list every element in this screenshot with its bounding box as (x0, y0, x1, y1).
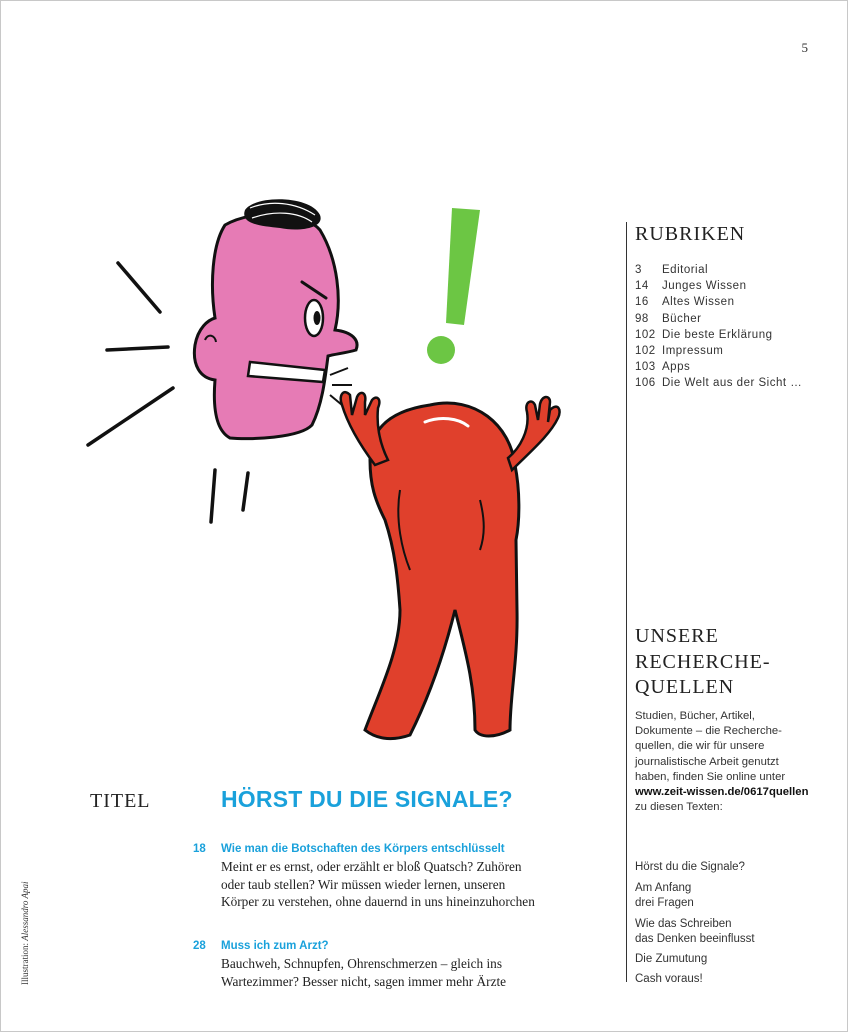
illustration-credit (20, 881, 30, 985)
article-title: Muss ich zum Arzt? (221, 940, 329, 952)
quellen-text-line: journalistische Arbeit genutzt (635, 755, 779, 768)
sidebar-divider (626, 222, 627, 982)
quellen-text-line: haben, finden Sie online unter (635, 770, 786, 783)
quellen-text (635, 709, 820, 815)
list-item-label: Apps (662, 361, 691, 374)
topic-line: Die Zumutung (635, 953, 708, 965)
article-teaser-line: Meint er es ernst, oder erzählt er bloß Quatsch? Zuhören (221, 859, 522, 874)
list-item[interactable] (635, 311, 802, 327)
topic-item[interactable] (635, 917, 755, 946)
list-item[interactable] (635, 375, 802, 391)
rubriken-heading: RUBRIKEN (635, 223, 746, 245)
quellen-suffix: zu diesen Texten: (635, 801, 723, 814)
list-item-page: 102 (635, 344, 656, 357)
list-item[interactable] (635, 294, 802, 310)
quellen-text-line: Dokumente – die Recherche- (635, 725, 782, 738)
list-item-label: Junges Wissen (662, 280, 747, 293)
list-item-page: 102 (635, 328, 656, 341)
illustration (80, 190, 600, 750)
article-title: Wie man die Botschaften des Körpers entschlüsselt (221, 843, 505, 855)
quellen-heading-line: UNSERE (635, 625, 719, 647)
list-item[interactable] (635, 327, 802, 343)
quellen-heading (635, 624, 771, 701)
list-item-label: Altes Wissen (662, 296, 735, 309)
list-item-page: 103 (635, 361, 656, 374)
list-item-page: 16 (635, 296, 649, 309)
article-teaser (221, 858, 535, 911)
list-item[interactable] (635, 343, 802, 359)
cover-headline: HÖRST DU DIE SIGNALE? (221, 786, 513, 812)
list-item[interactable] (635, 262, 802, 278)
article-teaser (221, 955, 506, 990)
topic-line: Am Anfang (635, 882, 692, 894)
topic-item[interactable] (635, 881, 694, 910)
topic-line: drei Fragen (635, 896, 694, 909)
quellen-heading-line: RECHERCHE- (635, 650, 771, 673)
article-teaser-line: Körper zu verstehen, ohne dauernd in uns hineinzuhorchen (221, 894, 535, 909)
credit-name: Alessandro Apai (20, 881, 30, 941)
topic-line: Hörst du die Signale? (635, 861, 745, 873)
list-item[interactable] (635, 359, 802, 375)
topic-item[interactable] (635, 952, 707, 967)
list-item-page: 3 (635, 264, 642, 276)
article-page: 28 (193, 940, 206, 952)
red-figure-illustration (341, 392, 560, 738)
topic-line: Cash voraus! (635, 973, 703, 985)
topic-line: Wie das Schreiben (635, 918, 732, 930)
list-item-label: Die beste Erklärung (662, 328, 773, 341)
list-item[interactable] (635, 278, 802, 294)
topic-line: das Denken beeinflusst (635, 932, 755, 945)
page-number: 5 (801, 40, 808, 55)
list-item-page: 14 (635, 280, 649, 293)
rubriken-list (635, 262, 802, 392)
list-item-label: Editorial (662, 264, 709, 276)
article-teaser-line: Wartezimmer? Besser nicht, sagen immer mehr Ärzte (221, 973, 507, 989)
list-item-page: 98 (635, 312, 649, 325)
list-item-label: Impressum (662, 344, 724, 357)
exclamation-mark-icon (427, 208, 480, 364)
article-page: 18 (193, 843, 206, 855)
quellen-url-link[interactable]: www.zeit-wissen.de/0617quellen (635, 786, 809, 799)
list-item-page: 106 (635, 377, 656, 390)
titel-label: TITEL (90, 790, 151, 812)
topic-item[interactable] (635, 972, 703, 987)
list-item-label: Die Welt aus der Sicht … (662, 377, 803, 390)
pink-head-illustration (194, 199, 357, 438)
quellen-text-line: quellen, die wir für unsere (635, 740, 765, 753)
quellen-heading-line: QUELLEN (635, 676, 735, 698)
credit-label: Illustration: (20, 943, 30, 985)
list-item-label: Bücher (662, 312, 702, 325)
article-teaser-line: oder taub stellen? Wir müssen wieder lernen, unseren (221, 876, 506, 892)
quellen-text-line: Studien, Bücher, Artikel, (635, 710, 755, 722)
article-teaser-line: Bauchweh, Schnupfen, Ohrenschmerzen – gleich ins (221, 956, 502, 971)
topic-item[interactable] (635, 860, 745, 875)
